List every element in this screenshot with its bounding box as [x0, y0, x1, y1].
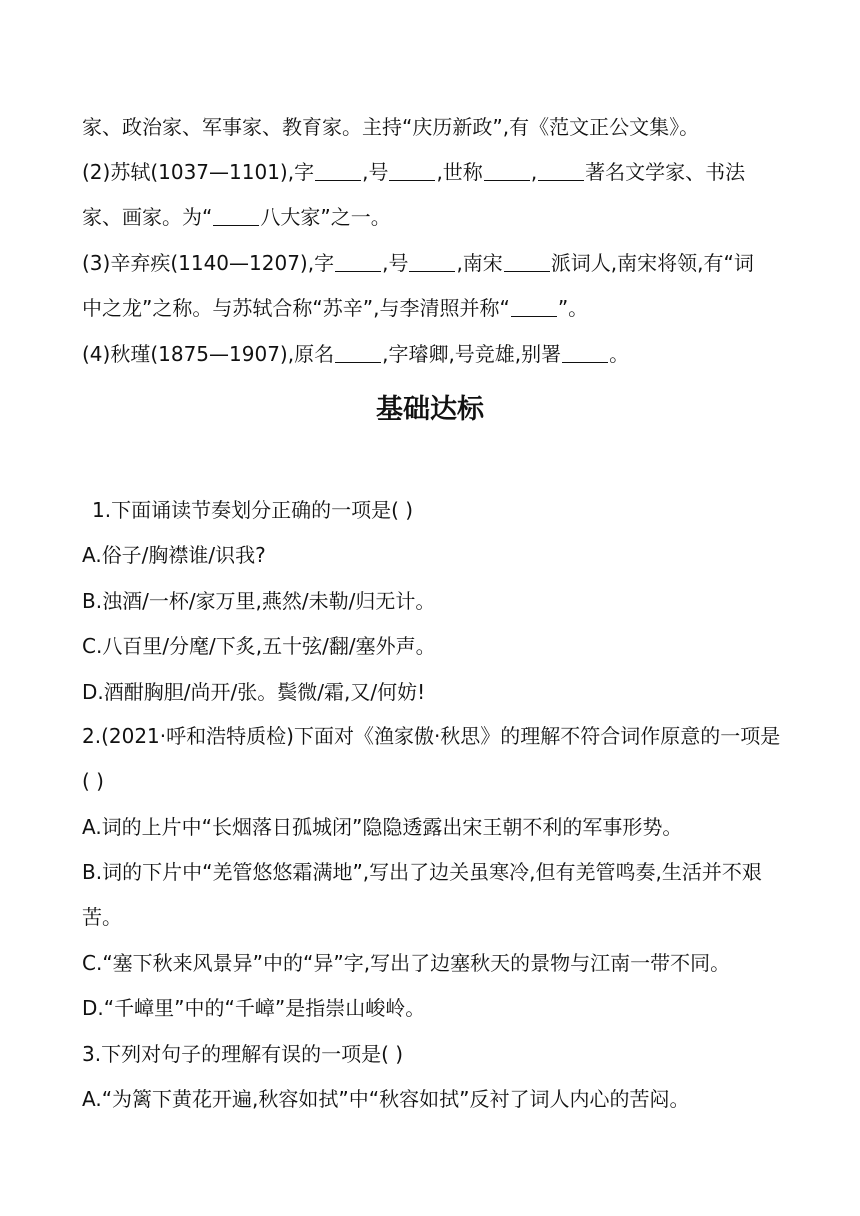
question-3-stem: 3.下列对句子的理解有误的一项是( )	[82, 1042, 404, 1066]
intro-text: (2)苏轼(1037—1101),字	[82, 160, 315, 184]
fill-blank[interactable]	[511, 296, 557, 317]
intro-text: 著名文学家、书法	[585, 160, 746, 184]
intro-text: ,南宋	[456, 251, 503, 275]
fill-blank[interactable]	[538, 160, 584, 181]
question-2-stem: 2.(2021·呼和浩特质检)下面对《渔家傲·秋思》的理解不符合词作原意的一项是	[82, 724, 781, 748]
fill-blank[interactable]	[389, 160, 435, 181]
question-2-option-a[interactable]: A.词的上片中“长烟落日孤城闭”隐隐透露出宋王朝不利的军事形势。	[82, 815, 683, 839]
intro-text: ,世称	[436, 160, 483, 184]
fill-blank[interactable]	[335, 342, 381, 363]
intro-text: ,号	[362, 160, 389, 184]
intro-text: (4)秋瑾(1875—1907),原名	[82, 342, 335, 366]
question-1-option-b[interactable]: B.浊酒/一杯/家万里,燕然/未勒/归无计。	[82, 589, 436, 613]
fill-blank[interactable]	[562, 342, 608, 363]
fill-blank[interactable]	[504, 251, 550, 272]
question-2-option-b[interactable]: B.词的下片中“羌管悠悠霜满地”,写出了边关虽寒冷,但有羌管鸣奏,生活并不艰	[82, 860, 762, 884]
intro-line-qiu-jin	[82, 340, 629, 368]
question-1-option-c[interactable]: C.八百里/分麾/下炙,五十弦/翻/塞外声。	[82, 634, 436, 658]
intro-line-1	[82, 113, 699, 141]
intro-text: ,字璿卿,号竞雄,别署	[382, 342, 562, 366]
intro-text: 派词人,南宋将领,有“词	[550, 251, 754, 275]
question-2-option-d[interactable]: D.“千嶂里”中的“千嶂”是指崇山峻岭。	[82, 996, 426, 1020]
section-title: 基础达标	[376, 394, 484, 425]
fill-blank[interactable]	[213, 205, 259, 226]
question-1-option-a[interactable]: A.俗子/胸襟谁/识我?	[82, 543, 266, 567]
intro-text: ”。	[557, 296, 589, 320]
intro-text: 八大家”之一。	[260, 205, 391, 229]
intro-text: 家、政治家、军事家、教育家。主持“庆历新政”,有《范文正公文集》。	[82, 115, 700, 139]
intro-line-su-shi	[82, 158, 745, 186]
fill-blank[interactable]	[409, 251, 455, 272]
intro-text: 家、画家。为“	[82, 205, 213, 229]
intro-text: (3)辛弃疾(1140—1207),字	[82, 251, 335, 275]
question-1-stem: 1.下面诵读节奏划分正确的一项是( )	[92, 498, 414, 522]
intro-line-xin-qiji	[82, 249, 754, 277]
question-3-option-a[interactable]: A.“为篱下黄花开遍,秋容如拭”中“秋容如拭”反衬了词人内心的苦闷。	[82, 1087, 690, 1111]
intro-text: 中之龙”之称。与苏轼合称“苏辛”,与李清照并称“	[82, 296, 510, 320]
fill-blank[interactable]	[315, 160, 361, 181]
question-2-option-c[interactable]: C.“塞下秋来风景异”中的“异”字,写出了边塞秋天的景物与江南一带不同。	[82, 951, 731, 975]
question-2-stem-cont: ( )	[82, 769, 104, 793]
fill-blank[interactable]	[335, 251, 381, 272]
intro-text: ,号	[382, 251, 409, 275]
fill-blank[interactable]	[484, 160, 530, 181]
intro-text: ,	[530, 160, 538, 184]
question-2-option-b-cont: 苦。	[82, 905, 122, 929]
question-1-option-d[interactable]: D.酒酣胸胆/尚开/张。鬓微/霜,又/何妨!	[82, 680, 426, 704]
intro-text: 。	[609, 342, 630, 366]
intro-line-3	[82, 203, 391, 231]
intro-line-5	[82, 294, 588, 322]
